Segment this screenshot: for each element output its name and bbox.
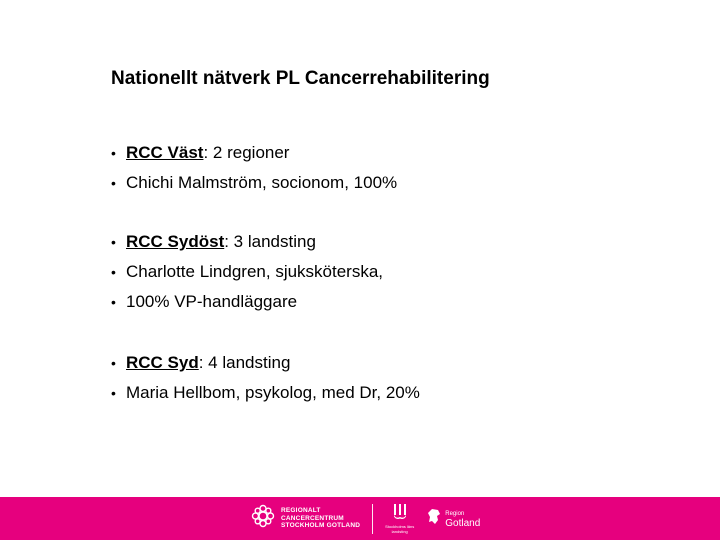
rcc-detail: : 4 landsting: [198, 353, 291, 372]
gotland-logo: [426, 507, 480, 530]
list-item: [111, 348, 420, 378]
rcc-name: RCC Väst: [126, 143, 204, 162]
rcc-flower-icon: [250, 503, 276, 534]
rcc-detail: : 2 regioner: [203, 143, 290, 162]
bullet-icon: •: [111, 175, 116, 191]
bullet-icon: •: [111, 264, 116, 280]
person-line: 100% VP-handläggare: [126, 292, 298, 311]
bullet-icon: •: [111, 355, 116, 371]
rcc-logo: [250, 503, 360, 534]
rcc-name: RCC Syd: [126, 353, 199, 372]
sll-logo: [385, 503, 414, 534]
list-item: [111, 378, 420, 408]
bullet-group-rcc-syd: [111, 348, 420, 408]
gotland-ram-icon: [426, 507, 442, 530]
rcc-logo-text: REGIONALT CANCERCENTRUM STOCKHOLM GOTLAND: [281, 507, 361, 530]
rcc-name: RCC Sydöst: [126, 232, 225, 251]
person-line: Chichi Malmström, socionom, 100%: [126, 173, 398, 192]
person-line: Charlotte Lindgren, sjuksköterska,: [126, 262, 384, 281]
logo-divider: [372, 504, 373, 534]
footer-logos: [250, 497, 480, 540]
footer-band: [0, 497, 720, 540]
bullet-group-rcc-vast: [111, 138, 397, 198]
rcc-detail: : 3 landsting: [224, 232, 316, 251]
bullet-icon: •: [111, 234, 116, 250]
bullet-icon: •: [111, 145, 116, 161]
bullet-icon: •: [111, 385, 116, 401]
gotland-logo-text: Region Gotland: [445, 510, 481, 529]
slide-title: Nationellt nätverk PL Cancerrehabilitering: [111, 68, 490, 89]
list-item: [111, 168, 397, 198]
sll-logo-text: Stockholms läns landsting: [385, 524, 415, 534]
bullet-group-rcc-sydost: [111, 227, 383, 317]
list-item: [111, 257, 383, 287]
person-line: Maria Hellbom, psykolog, med Dr, 20%: [126, 383, 420, 402]
list-item: [111, 138, 397, 168]
sll-crown-icon: [391, 503, 409, 524]
list-item: [111, 227, 383, 257]
bullet-icon: •: [111, 294, 116, 310]
list-item: [111, 287, 383, 317]
